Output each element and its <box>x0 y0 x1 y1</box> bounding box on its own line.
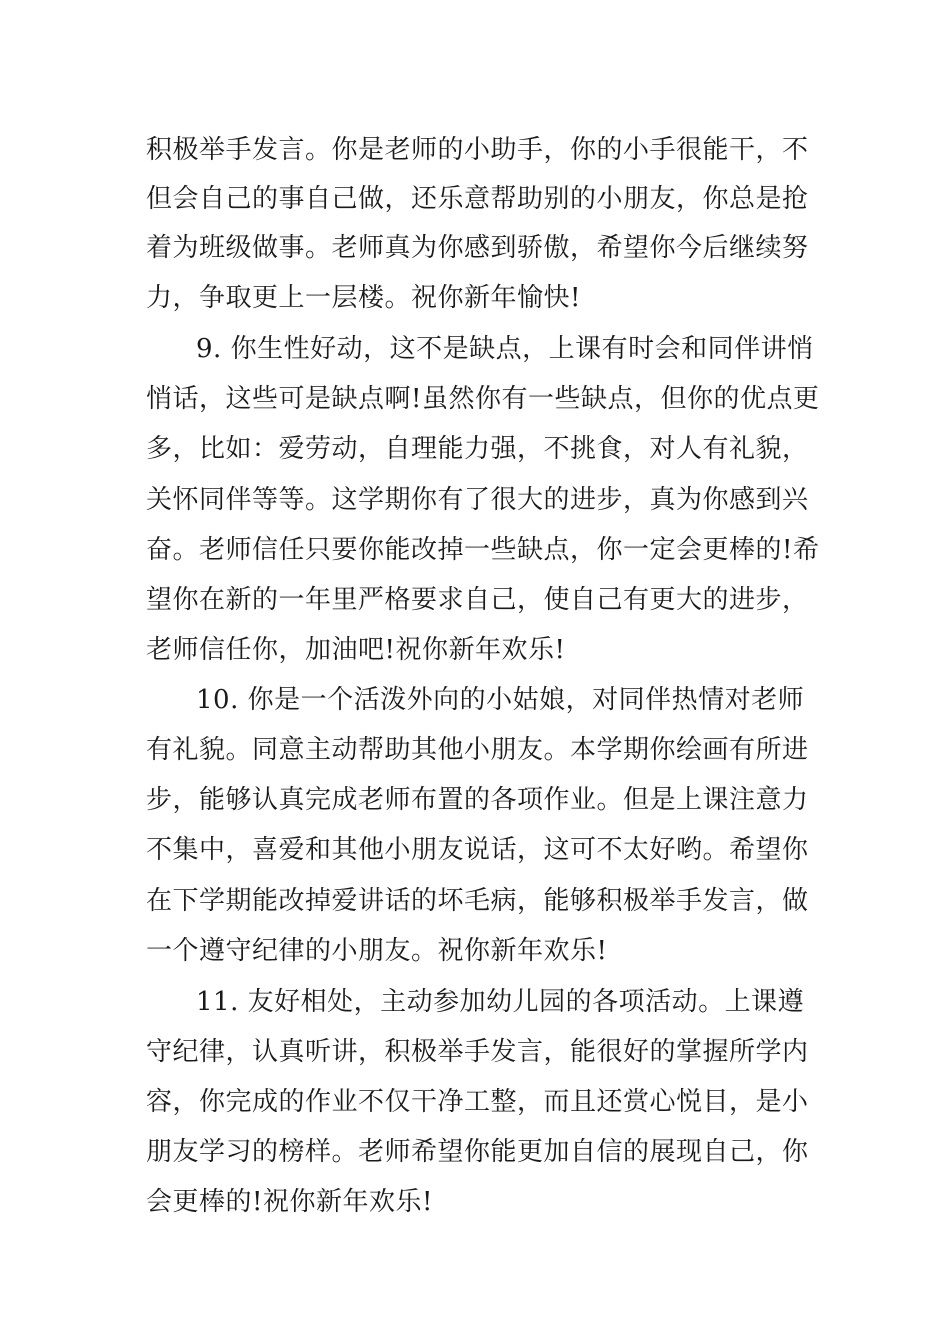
text-line: 朋友学习的榜样。老师希望你能更加自信的展现自己，你 <box>146 1137 809 1167</box>
text-line: 在下学期能改掉爱讲话的坏毛病，能够积极举手发言，做 <box>146 886 809 916</box>
paragraph-11-first-line: 11. 友好相处，主动参加幼儿园的各项活动。上课遵 <box>196 987 805 1017</box>
paragraph-9-first-line: 9. 你生性好动，这不是缺点，上课有时会和同伴讲悄 <box>196 334 814 364</box>
text-line: 关怀同伴等等。这学期你有了很大的进步，真为你感到兴 <box>146 485 809 515</box>
text-line: 会更棒的!祝你新年欢乐! <box>146 1187 433 1217</box>
text-line: 守纪律，认真听讲，积极举手发言，能很好的掌握所学内 <box>146 1037 809 1067</box>
text-line: 老师信任你，加油吧!祝你新年欢乐! <box>146 635 566 665</box>
text-line: 力，争取更上一层楼。祝你新年愉快! <box>146 283 581 313</box>
text-line: 奋。老师信任只要你能改掉一些缺点，你一定会更棒的!希 <box>146 535 820 565</box>
text-line: 容，你完成的作业不仅干净工整，而且还赏心悦目，是小 <box>146 1087 809 1117</box>
text-line: 一个遵守纪律的小朋友。祝你新年欢乐! <box>146 936 608 966</box>
text-line: 步，能够认真完成老师布置的各项作业。但是上课注意力 <box>146 785 809 815</box>
text-line: 有礼貌。同意主动帮助其他小朋友。本学期你绘画有所进 <box>146 735 809 765</box>
paragraph-10-first-line: 10. 你是一个活泼外向的小姑娘，对同伴热情对老师 <box>196 685 805 715</box>
text-line: 不集中，喜爱和其他小朋友说话，这可不太好哟。希望你 <box>146 835 809 865</box>
text-line: 多，比如：爱劳动，自理能力强，不挑食，对人有礼貌， <box>146 434 809 464</box>
text-line: 悄话，这些可是缺点啊!虽然你有一些缺点，但你的优点更 <box>146 384 820 414</box>
text-line: 但会自己的事自己做，还乐意帮助别的小朋友，你总是抢 <box>146 184 809 214</box>
text-line: 着为班级做事。老师真为你感到骄傲，希望你今后继续努 <box>146 233 809 263</box>
text-line: 积极举手发言。你是老师的小助手，你的小手很能干，不 <box>146 135 809 165</box>
text-line: 望你在新的一年里严格要求自己，使自己有更大的进步， <box>146 585 809 615</box>
